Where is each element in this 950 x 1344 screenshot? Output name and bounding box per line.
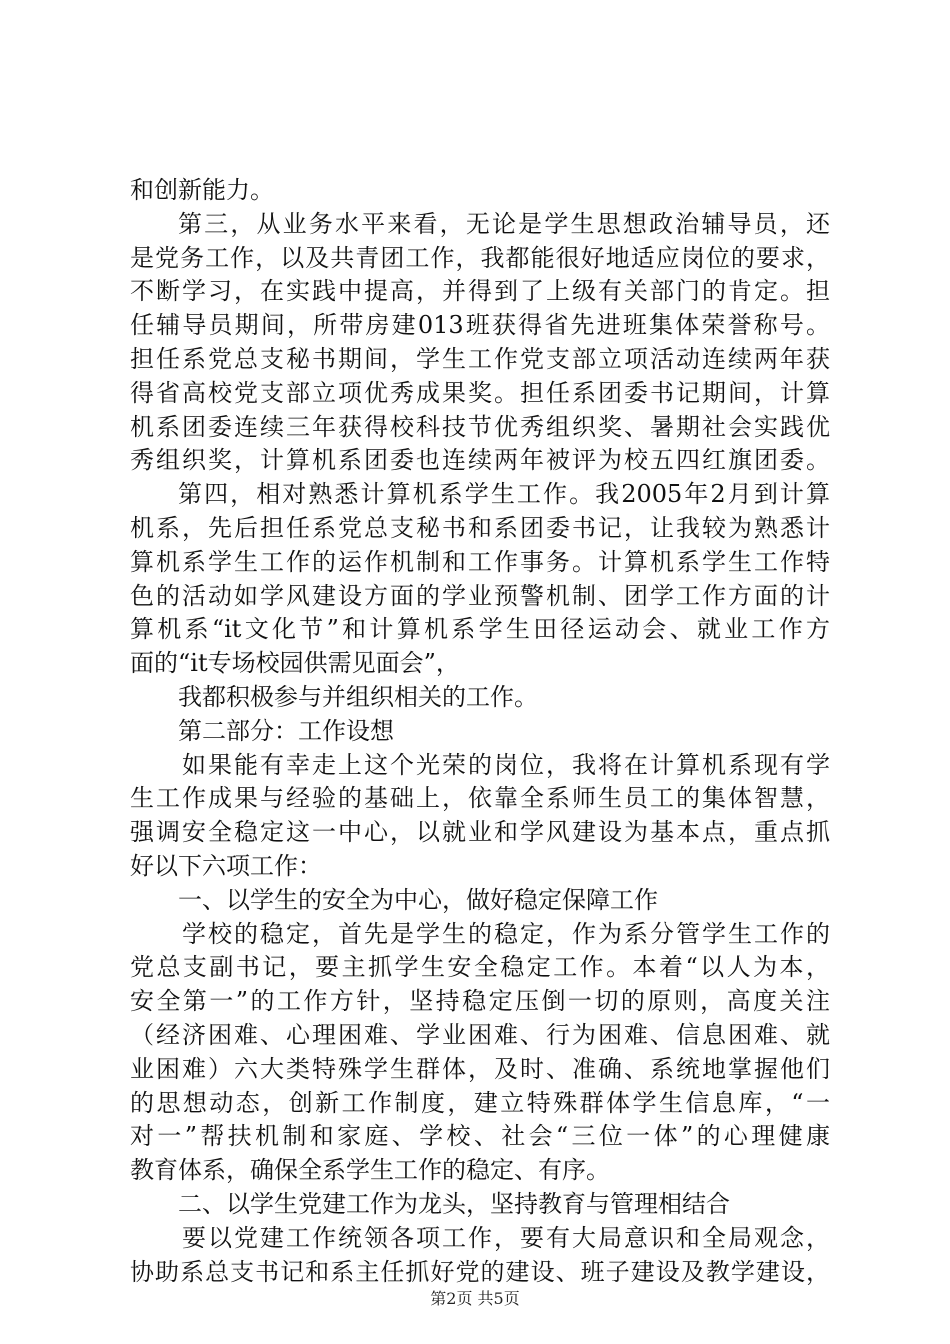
text-line: 好以下六项工作： xyxy=(130,851,322,880)
text-line: 任辅导员期间，所带房建013班获得省先进班集体荣誉称号。 xyxy=(130,311,830,340)
text-line: 业困难）六大类特殊学生群体，及时、准确、系统地掌握他们 xyxy=(130,1054,830,1083)
text-line: 安全第一”的工作方针，坚持稳定压倒一切的原则，高度关注 xyxy=(130,987,830,1016)
text-line: 机系团委连续三年获得校科技节优秀组织奖、暑期社会实践优 xyxy=(130,412,830,441)
text-line: 一、以学生的安全为中心，做好稳定保障工作 xyxy=(178,885,658,914)
text-line: 第二部分：工作设想 xyxy=(178,716,394,745)
text-line: 协助系总支书记和系主任抓好党的建设、班子建设及教学建设， xyxy=(130,1257,830,1286)
text-line: 机系，先后担任系党总支秘书和系团委书记，让我较为熟悉计 xyxy=(130,513,830,542)
text-line: 强调安全稳定这一中心，以就业和学风建设为基本点，重点抓 xyxy=(130,818,830,847)
text-line: 党总支副书记，要主抓学生安全稳定工作。本着“以人为本， xyxy=(130,953,830,982)
document-body xyxy=(130,174,830,1289)
text-line: 担任系党总支秘书期间，学生工作党支部立项活动连续两年获 xyxy=(130,344,830,373)
text-line: 第四，相对熟悉计算机系学生工作。我2005年2月到计算 xyxy=(178,480,830,509)
text-line: 对一”帮扶机制和家庭、学校、社会“三位一体”的心理健康 xyxy=(130,1122,830,1151)
text-line: 要以党建工作统领各项工作，要有大局意识和全局观念， xyxy=(182,1223,830,1252)
text-line: 是党务工作，以及共青团工作，我都能很好地适应岗位的要求， xyxy=(130,243,830,272)
text-line: 教育体系，确保全系学生工作的稳定、有序。 xyxy=(130,1156,610,1185)
text-line: 二、以学生党建工作为龙头，坚持教育与管理相结合 xyxy=(178,1189,730,1218)
text-line: 算机系“it文化节”和计算机系学生田径运动会、就业工作方 xyxy=(130,615,830,644)
text-line: 算机系学生工作的运作机制和工作事务。计算机系学生工作特 xyxy=(130,547,830,576)
page-footer: 第2页 共5页 xyxy=(430,1289,520,1308)
text-line: 得省高校党支部立项优秀成果奖。担任系团委书记期间，计算 xyxy=(130,378,830,407)
text-line: 第三，从业务水平来看，无论是学生思想政治辅导员，还 xyxy=(178,209,830,238)
text-line: 秀组织奖，计算机系团委也连续两年被评为校五四红旗团委。 xyxy=(130,446,830,475)
text-line: 学校的稳定，首先是学生的稳定，作为系分管学生工作的 xyxy=(182,919,830,948)
text-line: 如果能有幸走上这个光荣的岗位，我将在计算机系现有学 xyxy=(182,750,830,779)
text-line: （经济困难、心理困难、学业困难、行为困难、信息困难、就 xyxy=(130,1020,830,1049)
text-line: 的思想动态，创新工作制度，建立特殊群体学生信息库，“一 xyxy=(130,1088,830,1117)
text-line: 面的“it专场校园供需见面会”， xyxy=(130,649,460,678)
text-line: 不断学习，在实践中提高，并得到了上级有关部门的肯定。担 xyxy=(130,277,830,306)
text-line: 和创新能力。 xyxy=(130,176,274,204)
text-line: 我都积极参与并组织相关的工作。 xyxy=(178,682,538,711)
text-line: 生工作成果与经验的基础上，依靠全系师生员工的集体智慧， xyxy=(130,784,830,813)
text-line: 色的活动如学风建设方面的学业预警机制、团学工作方面的计 xyxy=(130,581,830,610)
